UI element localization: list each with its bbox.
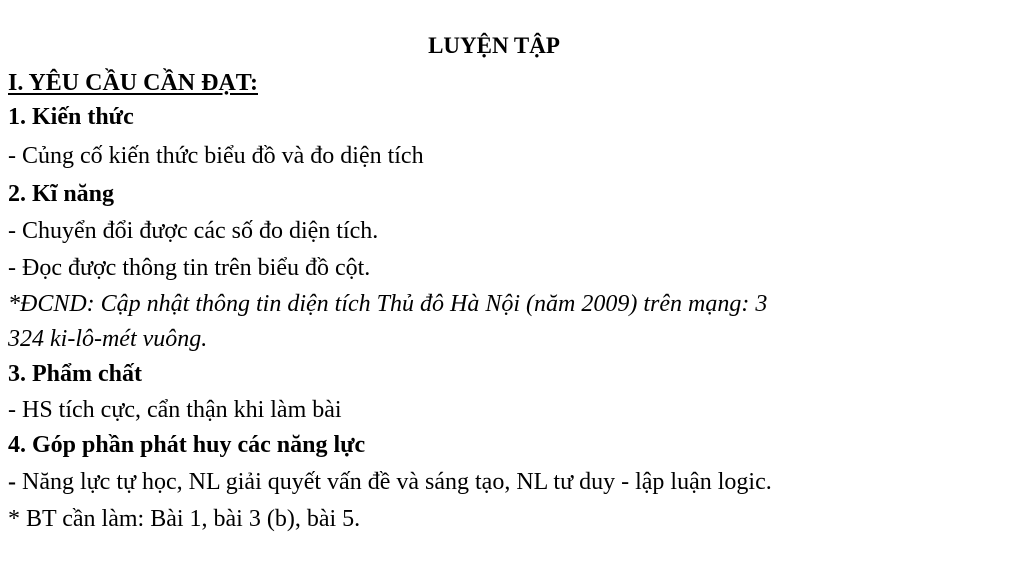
skills-item-2: - Đọc được thông tin trên biểu đồ cột.	[8, 255, 371, 281]
page-title: LUYỆN TẬP	[428, 33, 560, 58]
skills-note-line-2: 324 ki-lô-mét vuông.	[8, 326, 208, 352]
qualities-heading: 3. Phẩm chất	[8, 361, 142, 387]
qualities-item: - HS tích cực, cẩn thận khi làm bài	[8, 397, 342, 423]
competencies-item-dash: -	[8, 469, 16, 495]
exercises-line: * BT cần làm: Bài 1, bài 3 (b), bài 5.	[8, 506, 361, 532]
knowledge-item: - Củng cố kiến thức biểu đồ và đo diện tích	[8, 143, 424, 169]
competencies-item-text: Năng lực tự học, NL giải quyết vấn đề và sáng tạo, NL tư duy - lập luận logic.	[16, 469, 772, 495]
skills-heading: 2. Kĩ năng	[8, 181, 115, 207]
competencies-item	[8, 468, 772, 496]
skills-note-line-1: *ĐCND: Cập nhật thông tin diện tích Thủ đô Hà Nội (năm 2009) trên mạng: 3	[8, 291, 768, 317]
competencies-heading: 4. Góp phần phát huy các năng lực	[8, 432, 366, 458]
skills-item-1: - Chuyển đổi được các số đo diện tích.	[8, 218, 379, 244]
section-heading: I. YÊU CẦU CẦN ĐẠT:	[8, 70, 258, 96]
knowledge-heading: 1. Kiến thức	[8, 104, 134, 130]
